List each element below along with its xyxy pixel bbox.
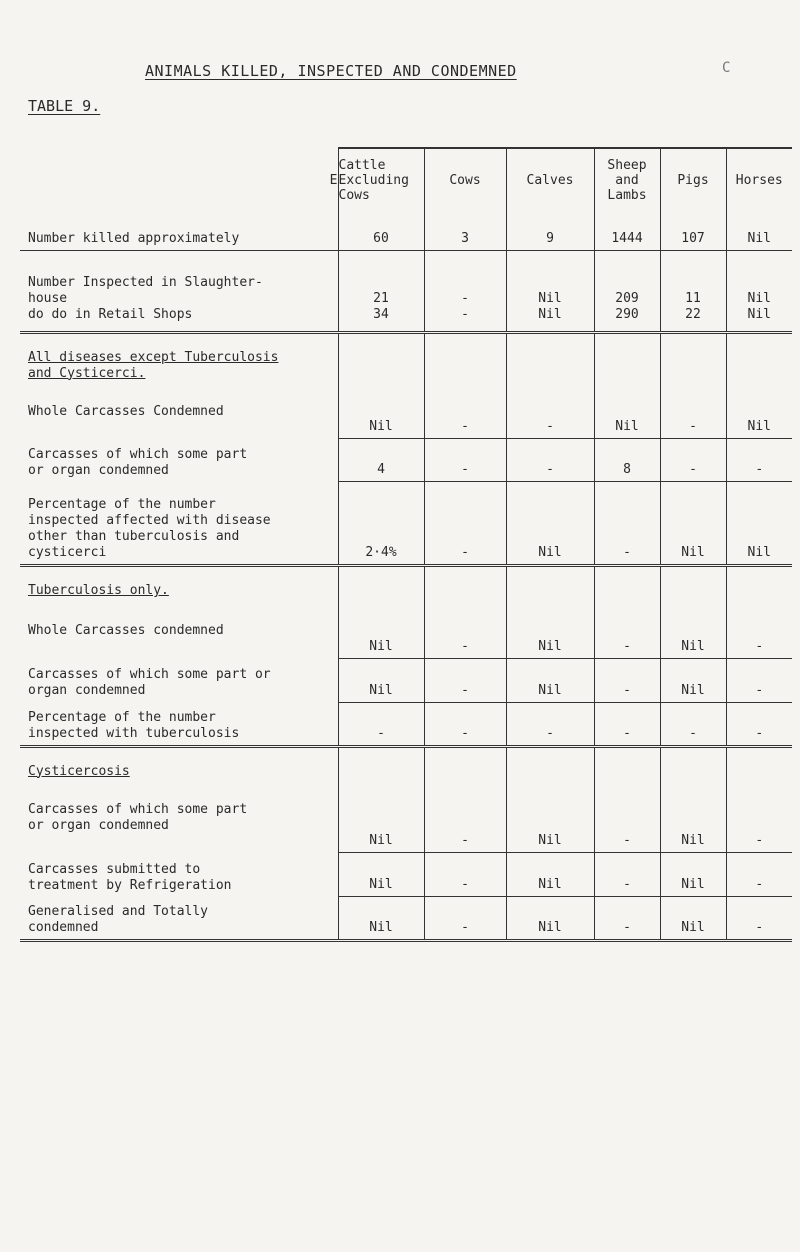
cell: Nil <box>338 853 424 897</box>
table-row <box>20 212 792 250</box>
table-row <box>20 482 792 566</box>
cell: 107 <box>660 212 726 250</box>
cell: - <box>726 746 792 853</box>
row-label <box>20 332 338 439</box>
cell: Nil <box>660 746 726 853</box>
cell: - <box>594 897 660 941</box>
cell: Nil <box>338 332 424 439</box>
row-label: Number Inspected in Slaughter- house do do in Retail Shops <box>20 250 338 332</box>
cell: Nil <box>594 332 660 439</box>
col-header-cattle: Cattle Excluding Cows <box>338 148 424 212</box>
cell: 9 <box>506 212 594 250</box>
cell: - <box>726 853 792 897</box>
col-header-sheep: Sheep and Lambs <box>594 148 660 212</box>
row-label: Carcasses submitted to treatment by Refrigeration <box>28 861 232 893</box>
row-label: Generalised and Totally condemned <box>20 897 338 941</box>
cell: 11 22 <box>660 250 726 332</box>
cell: - <box>506 439 594 482</box>
cell: Nil <box>660 658 726 702</box>
cell: - <box>424 332 506 439</box>
cell: Nil <box>506 482 594 566</box>
cell: Nil <box>660 566 726 659</box>
cell: - <box>726 566 792 659</box>
row-label: Carcasses of which some part or organ condemned <box>28 667 271 698</box>
section-heading: Tuberculosis only. <box>28 583 169 598</box>
cell: 8 <box>594 439 660 482</box>
table-row <box>20 439 792 482</box>
cell: - <box>424 658 506 702</box>
cell: - <box>594 566 660 659</box>
cell: Nil <box>660 897 726 941</box>
row-label-text: Carcasses of which some part or organ condemned <box>28 801 248 833</box>
cell: - <box>726 897 792 941</box>
cell: - <box>594 853 660 897</box>
row-label-text: Whole Carcasses condemned <box>28 623 224 638</box>
col-header-cows: Cows <box>424 148 506 212</box>
section-heading: Cysticercosis <box>28 763 130 779</box>
cell: 60 <box>338 212 424 250</box>
cell: Nil <box>660 853 726 897</box>
cell: Nil <box>660 482 726 566</box>
cell: Nil <box>338 566 424 659</box>
table-label: TABLE 9. <box>28 97 101 115</box>
cell: 1444 <box>594 212 660 250</box>
section-heading: All diseases except Tuberculosis and Cysticerci. <box>28 349 279 381</box>
cell: - <box>660 702 726 746</box>
cell: - <box>594 658 660 702</box>
cell: Nil <box>506 746 594 853</box>
row-label <box>20 566 338 659</box>
row-label: Percentage of the number inspected affected with disease other than tuberculosis and cysticerci <box>20 482 338 566</box>
cell: 3 <box>424 212 506 250</box>
table-row <box>20 332 792 439</box>
col-header-calves: Calves <box>506 148 594 212</box>
cell: - <box>424 853 506 897</box>
header-corner: E <box>329 172 338 188</box>
cell: - - <box>424 250 506 332</box>
cell: 4 <box>338 439 424 482</box>
inspection-table <box>20 147 792 942</box>
table-row <box>20 658 792 702</box>
cell: 21 34 <box>338 250 424 332</box>
cell: - <box>424 897 506 941</box>
row-label: Number killed approximately <box>20 212 338 250</box>
cell: 209 290 <box>594 250 660 332</box>
cell: - <box>424 702 506 746</box>
page-title: ANIMALS KILLED, INSPECTED AND CONDEMNED <box>145 62 517 80</box>
row-label: Percentage of the number inspected with tuberculosis <box>20 702 338 746</box>
cell: - <box>424 482 506 566</box>
table-row <box>20 566 792 659</box>
cell: Nil <box>506 566 594 659</box>
cell: - <box>506 332 594 439</box>
row-label-text: Whole Carcasses Condemned <box>28 403 224 419</box>
cell: - <box>424 439 506 482</box>
row-label <box>20 746 338 853</box>
cell: Nil <box>726 212 792 250</box>
table-row <box>20 853 792 897</box>
cell: Nil <box>506 853 594 897</box>
cell: - <box>338 702 424 746</box>
cell: Nil Nil <box>506 250 594 332</box>
cell: - <box>726 658 792 702</box>
cell: Nil <box>506 658 594 702</box>
table-row <box>20 702 792 746</box>
cell: - <box>594 482 660 566</box>
cell: - <box>660 439 726 482</box>
cell: - <box>726 439 792 482</box>
cell: 2·4% <box>338 482 424 566</box>
table-row <box>20 250 792 332</box>
cell: - <box>424 746 506 853</box>
cell: - <box>660 332 726 439</box>
table-row <box>20 746 792 853</box>
cell: Nil <box>506 897 594 941</box>
cell: - <box>726 702 792 746</box>
cell: - <box>594 702 660 746</box>
margin-mark: C <box>722 60 731 76</box>
col-header-pigs: Pigs <box>660 148 726 212</box>
cell: - <box>506 702 594 746</box>
cell: - <box>594 746 660 853</box>
cell: Nil <box>726 332 792 439</box>
cell: - <box>424 566 506 659</box>
cell: Nil <box>338 658 424 702</box>
cell: Nil <box>726 482 792 566</box>
cell: Nil <box>338 897 424 941</box>
table-row <box>20 897 792 941</box>
cell: Nil <box>338 746 424 853</box>
cell: Nil Nil <box>726 250 792 332</box>
row-label: Carcasses of which some part or organ condemned <box>28 446 248 478</box>
col-header-horses: Horses <box>726 148 792 212</box>
